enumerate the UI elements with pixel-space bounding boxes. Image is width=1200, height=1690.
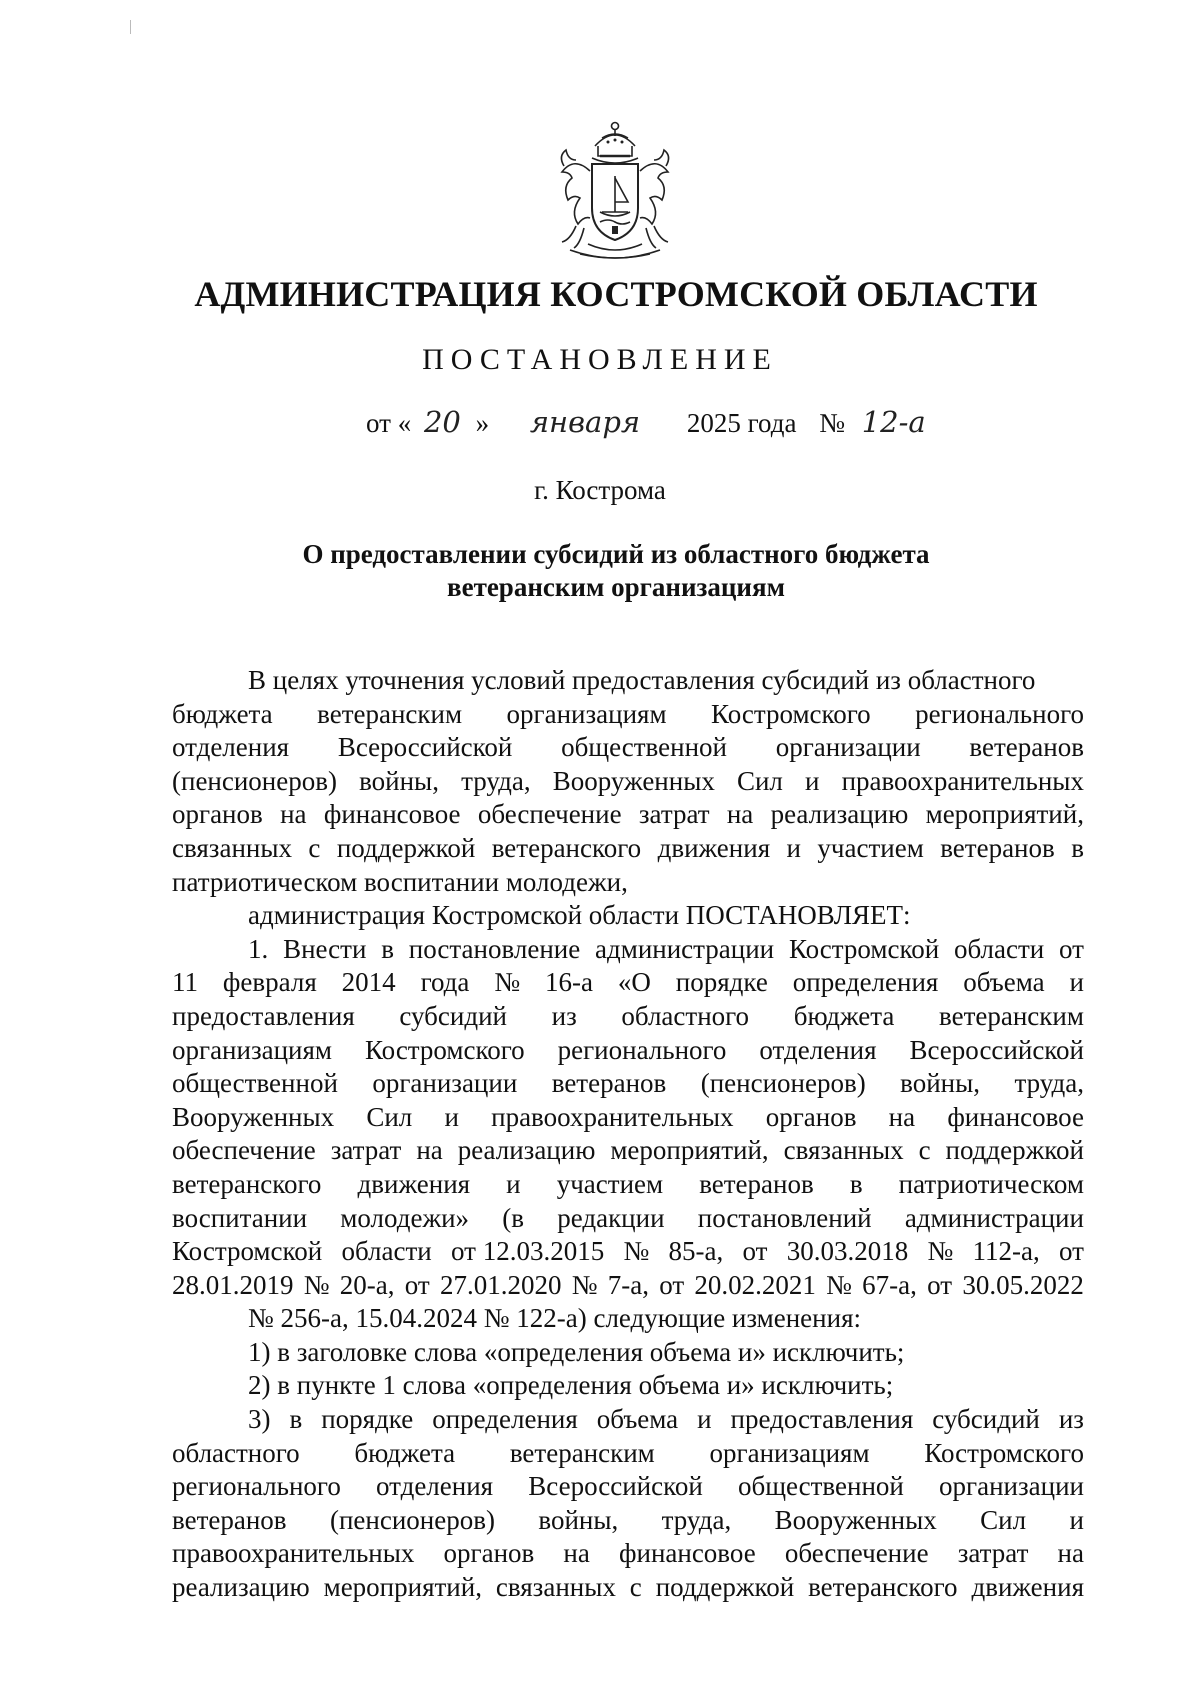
body-line xyxy=(172,1302,1084,1336)
document-date-line xyxy=(366,400,926,444)
body-word: труда, xyxy=(661,1504,732,1535)
body-word: Всероссийской xyxy=(337,732,513,763)
body-word: № xyxy=(571,1269,598,1300)
scan-mark xyxy=(130,20,131,34)
body-word: Сил xyxy=(736,765,783,796)
body-word: на xyxy=(416,1135,443,1166)
body-word: 11 xyxy=(172,967,198,998)
body-line xyxy=(172,832,1084,866)
body-word: на xyxy=(888,1101,916,1132)
body-word: от xyxy=(927,1269,953,1300)
body-word: 30.05.2022 xyxy=(962,1269,1084,1300)
organization-title: АДМИНИСТРАЦИЯ КОСТРОМСКОЙ ОБЛАСТИ xyxy=(194,274,1038,314)
body-word: 28.01.2019 xyxy=(172,1269,294,1300)
body-line xyxy=(172,1269,1084,1303)
body-word: движения xyxy=(971,1572,1084,1603)
date-day-close: » xyxy=(475,408,490,438)
body-word: февраля xyxy=(222,967,317,998)
body-word: объема xyxy=(963,967,1045,998)
body-word: 7-а, xyxy=(607,1269,649,1300)
body-word: мероприятий, xyxy=(323,1572,482,1603)
body-word: № xyxy=(494,967,521,998)
body-line-text: № 256-а, 15.04.2024 № 122-а) следующие изменения: xyxy=(248,1303,861,1334)
body-word: органов xyxy=(765,1101,857,1132)
body-word: бюджета xyxy=(354,1437,456,1468)
body-word: и xyxy=(1069,1504,1084,1535)
document-type: ПОСТАНОВЛЕНИЕ xyxy=(422,343,778,376)
body-word: затрат xyxy=(330,1135,402,1166)
body-word: затрат xyxy=(638,799,710,830)
number-prefix: № xyxy=(819,408,845,438)
body-word: Вооруженных xyxy=(552,765,715,796)
body-word: в xyxy=(1071,832,1084,863)
body-word: ветеранского xyxy=(808,1572,958,1603)
body-line xyxy=(172,1168,1084,1202)
body-word: администрации xyxy=(904,1202,1084,1233)
body-word: субсидий xyxy=(399,1000,507,1031)
body-line xyxy=(172,664,1084,698)
body-line xyxy=(172,1101,1084,1135)
date-month: января xyxy=(529,405,641,439)
body-word: общественной xyxy=(561,732,727,763)
body-word: финансовое xyxy=(323,799,461,830)
body-word: Внести xyxy=(283,933,367,964)
body-word: реализацию xyxy=(770,799,909,830)
date-year: 2025 года xyxy=(686,408,797,438)
body-word: войны, xyxy=(538,1504,619,1535)
body-line xyxy=(172,1504,1084,1538)
body-word: бюджета xyxy=(172,698,273,729)
body-line xyxy=(172,933,1084,967)
body-line xyxy=(172,1235,1084,1269)
body-word: обеспечение xyxy=(784,1538,929,1569)
body-word: реализацию xyxy=(172,1572,310,1603)
body-word: 20.02.2021 xyxy=(694,1269,816,1300)
body-word: и xyxy=(805,765,820,796)
body-line-text: патриотическом воспитании молодежи, xyxy=(172,866,628,897)
body-word: постановлений xyxy=(697,1202,872,1233)
body-line xyxy=(172,1134,1084,1168)
body-word: связанных xyxy=(172,832,292,863)
body-word: движения xyxy=(357,1168,471,1199)
body-word: (пенсионеров) xyxy=(700,1068,866,1099)
document-number: 12-а xyxy=(861,405,926,439)
body-word: 30.03.2018 xyxy=(786,1236,909,1267)
body-word: области xyxy=(953,933,1045,964)
date-day: 20 xyxy=(423,405,461,439)
body-line-text: 2) в пункте 1 слова «определения объема и» исключить; xyxy=(248,1370,894,1401)
body-word: и xyxy=(444,1101,459,1132)
body-word: участием xyxy=(817,832,924,863)
body-word: патриотическом xyxy=(898,1168,1084,1199)
body-word: порядке xyxy=(321,1404,414,1435)
date-prefix: от « xyxy=(366,408,412,438)
body-word: на xyxy=(726,799,754,830)
body-word: организациям xyxy=(506,698,667,729)
body-word: регионального xyxy=(172,1471,341,1502)
body-line xyxy=(172,1537,1084,1571)
body-word: Всероссийской xyxy=(528,1471,703,1502)
body-word: постановление xyxy=(408,933,581,964)
body-word: № xyxy=(623,1236,650,1267)
body-line xyxy=(172,1571,1084,1605)
body-word: ветеранов xyxy=(940,832,1055,863)
body-line xyxy=(172,1369,1084,1403)
body-word: 112-а, xyxy=(972,1236,1040,1267)
body-word: обеспечение xyxy=(477,799,622,830)
document-body xyxy=(172,664,1084,1605)
body-line xyxy=(172,698,1084,732)
body-word: правоохранительных xyxy=(841,765,1084,796)
body-word: ветеранов xyxy=(969,732,1084,763)
body-word: области xyxy=(341,1236,432,1267)
body-word: участием xyxy=(556,1168,664,1199)
body-word: общественной xyxy=(737,1471,904,1502)
body-word: отделения xyxy=(172,732,290,763)
body-word: областного xyxy=(621,1000,750,1031)
body-word: предоставления xyxy=(172,1000,355,1031)
body-line xyxy=(172,1067,1084,1101)
body-word: затрат xyxy=(957,1538,1029,1569)
body-word: мероприятий, xyxy=(610,1135,769,1166)
body-word: труда, xyxy=(461,765,531,796)
body-word: общественной xyxy=(172,1068,338,1099)
body-word: редакции xyxy=(557,1202,665,1233)
city: г. Кострома xyxy=(534,475,666,505)
body-word: органов xyxy=(443,1538,535,1569)
body-word: субсидий xyxy=(932,1404,1040,1435)
body-word: Костромской xyxy=(788,933,940,964)
body-word: Костромского xyxy=(364,1034,525,1065)
body-word: от 12.03.2015 xyxy=(451,1236,605,1267)
body-word: Сил xyxy=(980,1504,1027,1535)
body-word: в xyxy=(849,1168,863,1199)
body-word: финансовое xyxy=(619,1538,756,1569)
body-word: Вооруженных xyxy=(774,1504,937,1535)
body-word: из xyxy=(1058,1404,1084,1435)
body-word: 16-а xyxy=(545,967,593,998)
body-word: (в xyxy=(502,1202,525,1233)
body-word: организациям xyxy=(172,1034,333,1065)
body-word: поддержкой xyxy=(336,832,476,863)
body-word: организации xyxy=(939,1471,1084,1502)
body-word: ветеранского xyxy=(491,832,642,863)
body-line xyxy=(172,731,1084,765)
body-line xyxy=(172,899,1084,933)
body-word: войны, xyxy=(359,765,439,796)
body-word: движения xyxy=(657,832,771,863)
body-word: определения xyxy=(792,967,939,998)
body-word: порядке xyxy=(675,967,768,998)
body-word: 20-а, xyxy=(339,1269,395,1300)
body-word: «О xyxy=(617,967,651,998)
body-word: и xyxy=(1069,967,1084,998)
body-word: Сил xyxy=(366,1101,413,1132)
body-word: труда, xyxy=(1014,1068,1084,1099)
body-line-text: В целях уточнения условий предоставления субсидий из областного xyxy=(248,665,1036,695)
body-line xyxy=(172,1000,1084,1034)
body-word: предоставления xyxy=(730,1404,914,1435)
body-word: молодежи» xyxy=(340,1202,470,1233)
body-word: организации xyxy=(372,1068,518,1099)
body-line xyxy=(172,1470,1084,1504)
body-word: мероприятий, xyxy=(925,799,1084,830)
body-word: от xyxy=(1059,1236,1084,1267)
body-word: ветеранов xyxy=(551,1068,667,1099)
body-word: поддержкой xyxy=(655,1572,795,1603)
body-word: № xyxy=(826,1269,852,1300)
body-word: реализацию xyxy=(457,1135,596,1166)
body-word: (пенсионеров) xyxy=(329,1504,495,1535)
body-word: ветеранским xyxy=(317,698,463,729)
body-word: отделения xyxy=(376,1471,494,1502)
body-word: обеспечение xyxy=(172,1135,316,1166)
body-word: ветеранского xyxy=(172,1168,322,1199)
body-word: (пенсионеров) xyxy=(172,765,337,796)
body-word: с xyxy=(918,1135,931,1166)
body-word: № xyxy=(303,1269,330,1300)
body-word: связанных xyxy=(783,1135,904,1166)
body-word: и xyxy=(697,1404,712,1435)
body-line xyxy=(172,1437,1084,1471)
body-line xyxy=(172,1202,1084,1236)
body-word: организации xyxy=(775,732,921,763)
body-word: 67-а, xyxy=(862,1269,917,1300)
body-word: в xyxy=(381,933,394,964)
body-word: на xyxy=(280,799,307,830)
body-word: воспитании xyxy=(172,1202,308,1233)
body-word: ветеранским xyxy=(939,1000,1084,1031)
body-word: Вооруженных xyxy=(172,1101,335,1132)
body-word: от xyxy=(1059,933,1084,964)
body-word: Костромского xyxy=(924,1437,1084,1468)
body-word: войны, xyxy=(900,1068,980,1099)
body-word: правоохранительных xyxy=(172,1538,415,1569)
body-line-text: 1) в заголовке слова «определения объема и» исключить; xyxy=(248,1336,905,1367)
body-line xyxy=(172,966,1084,1000)
body-word: 2014 xyxy=(341,967,396,998)
body-word: организациям xyxy=(709,1437,870,1468)
body-word: Костромской xyxy=(172,1236,323,1267)
body-word: объема xyxy=(596,1404,679,1435)
body-word: ветеранов xyxy=(172,1504,287,1535)
body-word: определения xyxy=(432,1404,578,1435)
body-word: из xyxy=(551,1000,577,1031)
body-word: и xyxy=(786,832,801,863)
body-line xyxy=(172,1336,1084,1370)
subject-line-1: О предоставлении субсидий из областного бюджета xyxy=(302,539,930,569)
body-line-text: администрация Костромской области ПОСТАНОВЛЯЕТ: xyxy=(248,900,911,931)
body-word: и xyxy=(506,1168,521,1199)
body-line xyxy=(172,1034,1084,1068)
body-word: поддержкой xyxy=(945,1135,1084,1166)
body-word: от xyxy=(404,1269,430,1300)
body-word: Костромского xyxy=(711,698,871,729)
body-word: финансовое xyxy=(947,1101,1084,1132)
body-word: от xyxy=(742,1236,768,1267)
body-word: связанных xyxy=(495,1572,616,1603)
body-line xyxy=(172,798,1084,832)
body-word: отделения xyxy=(759,1034,877,1065)
body-word: администрации xyxy=(595,933,775,964)
kostroma-coat-of-arms-icon xyxy=(540,116,690,268)
body-word: от xyxy=(659,1269,685,1300)
body-word: Всероссийской xyxy=(909,1034,1084,1065)
body-word: правоохранительных xyxy=(491,1101,734,1132)
body-word: с xyxy=(629,1572,642,1603)
body-word: в xyxy=(289,1404,303,1435)
body-word: 27.01.2020 xyxy=(439,1269,562,1300)
subject-line-2: ветеранским организациям xyxy=(447,572,785,602)
body-word: года xyxy=(420,967,470,998)
body-word: регионального xyxy=(915,698,1084,729)
body-word: 1. xyxy=(248,933,269,964)
body-line xyxy=(172,866,1084,900)
body-word: 85-а, xyxy=(668,1236,724,1267)
body-word: регионального xyxy=(557,1034,727,1065)
body-word: 3) xyxy=(248,1404,271,1435)
document-subject xyxy=(0,538,1200,604)
body-word: ветеранским xyxy=(509,1437,655,1468)
body-word: органов xyxy=(172,799,263,830)
body-word: на xyxy=(563,1538,590,1569)
body-word: № xyxy=(927,1236,954,1267)
body-word: на xyxy=(1057,1538,1084,1569)
body-word: с xyxy=(308,832,321,863)
body-line xyxy=(172,765,1084,799)
body-line xyxy=(172,1403,1084,1437)
body-word: ветеранов xyxy=(699,1168,814,1199)
body-word: бюджета xyxy=(793,1000,895,1031)
body-word: областного xyxy=(172,1437,300,1468)
